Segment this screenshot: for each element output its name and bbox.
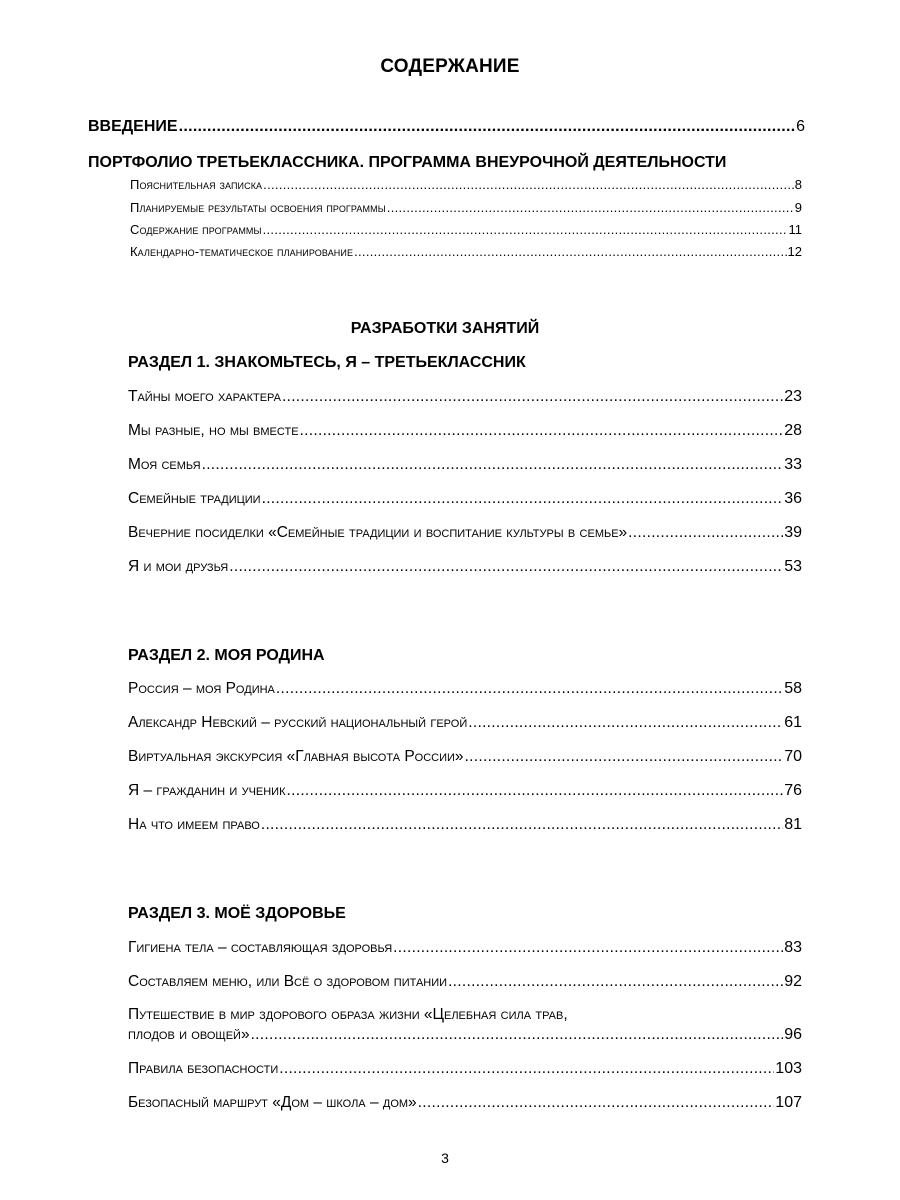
toc-entry-label: Планируемые результаты освоения программы xyxy=(130,200,386,215)
toc-entry-label: Александр Невский – русский национальный герой xyxy=(128,714,468,731)
toc-entry-page: 9 xyxy=(794,200,802,215)
toc-entry-label: Пояснительная записка xyxy=(130,177,263,192)
toc-entry-lesson[interactable] xyxy=(128,714,802,732)
toc-entry-label: ВВЕДЕНИЕ xyxy=(88,118,178,135)
leader-dots xyxy=(229,558,783,576)
toc-entry-sub[interactable] xyxy=(130,177,802,192)
toc-entry-lesson[interactable] xyxy=(128,782,802,800)
leader-dots xyxy=(251,1026,784,1044)
toc-entry-label: Гигиена тела – составляющая здоровья xyxy=(128,939,393,956)
section-heading: РАЗДЕЛ 2. МОЯ РОДИНА xyxy=(128,647,325,664)
leader-dots xyxy=(279,1060,774,1078)
toc-entry-label: На что имеем право xyxy=(128,816,260,833)
toc-entry-page: 12 xyxy=(787,244,802,259)
section-heading: РАЗДЕЛ 3. МОЁ ЗДОРОВЬЕ xyxy=(128,905,346,922)
leader-dots xyxy=(179,118,796,136)
leader-dots xyxy=(202,456,784,474)
toc-entry-lesson[interactable] xyxy=(128,973,802,991)
toc-entry-page: 36 xyxy=(784,490,802,507)
leader-dots xyxy=(418,1094,775,1112)
toc-entry-page: 103 xyxy=(775,1060,802,1077)
toc-entry-label: Календарно-тематическое планирование xyxy=(130,244,354,259)
toc-entry-page: 28 xyxy=(784,422,802,439)
toc-entry-page: 8 xyxy=(794,177,802,192)
toc-entry-page: 6 xyxy=(796,118,805,135)
page-title: СОДЕРЖАНИЕ xyxy=(380,56,520,77)
toc-entry-lesson[interactable] xyxy=(128,939,802,957)
leader-dots xyxy=(261,816,783,834)
leader-dots xyxy=(276,680,783,698)
toc-entry-page: 61 xyxy=(784,714,802,731)
toc-entry-page: 53 xyxy=(784,558,802,575)
toc-entry-lesson[interactable] xyxy=(128,1094,802,1112)
toc-entry-label: Составляем меню, или Всё о здоровом питании xyxy=(128,973,448,990)
toc-entry-page: 76 xyxy=(784,782,802,799)
toc-entry-label: Семейные традиции xyxy=(128,490,261,507)
toc-entry-lesson[interactable] xyxy=(128,748,802,766)
portfolio-heading: ПОРТФОЛИО ТРЕТЬЕКЛАССНИКА. ПРОГРАММА ВНЕУРОЧНОЙ ДЕЯТЕЛЬНОСТИ xyxy=(88,154,727,171)
toc-entry-page: 58 xyxy=(784,680,802,697)
toc-entry-page: 33 xyxy=(784,456,802,473)
toc-entry-label: Россия – моя Родина xyxy=(128,680,275,697)
page-number: 3 xyxy=(441,1150,449,1166)
leader-dots xyxy=(282,388,783,406)
toc-entry-lesson[interactable] xyxy=(128,816,802,834)
leader-dots xyxy=(465,748,784,766)
toc-entry-page: 96 xyxy=(784,1026,802,1043)
toc-entry-label: Виртуальная экскурсия «Главная высота России» xyxy=(128,748,464,765)
toc-entry-label: Я – гражданин и ученик xyxy=(128,782,286,799)
toc-entry-label-line1[interactable]: Путешествие в мир здорового образа жизни «Целебная сила трав, xyxy=(128,1006,568,1023)
section-heading: РАЗДЕЛ 1. ЗНАКОМЬТЕСЬ, Я – ТРЕТЬЕКЛАССНИК xyxy=(128,354,526,371)
leader-dots xyxy=(448,973,783,991)
toc-entry-sub[interactable] xyxy=(130,244,802,259)
toc-entry-label: Безопасный маршрут «Дом – школа – дом» xyxy=(128,1094,417,1111)
toc-entry-lesson[interactable] xyxy=(128,680,802,698)
toc-entry-lesson[interactable] xyxy=(128,456,802,474)
toc-entry-page: 11 xyxy=(788,222,802,237)
toc-entry-page: 83 xyxy=(784,939,802,956)
toc-entry-page: 23 xyxy=(784,388,802,405)
toc-entry-label: Я и мои друзья xyxy=(128,558,229,575)
toc-entry-label: плодов и овощей» xyxy=(128,1026,250,1043)
developments-heading: РАЗРАБОТКИ ЗАНЯТИЙ xyxy=(350,320,540,337)
toc-entry-sub[interactable] xyxy=(130,200,802,215)
toc-entry-lesson[interactable] xyxy=(128,490,802,508)
toc-entry-intro[interactable] xyxy=(88,118,805,136)
toc-entry-page: 81 xyxy=(784,816,802,833)
toc-entry-lesson[interactable] xyxy=(128,388,802,406)
leader-dots xyxy=(468,714,783,732)
toc-entry-lesson[interactable] xyxy=(128,1026,802,1044)
toc-entry-label: Правила безопасности xyxy=(128,1060,279,1077)
leader-dots xyxy=(287,782,784,800)
toc-entry-page: 92 xyxy=(784,973,802,990)
leader-dots xyxy=(263,222,788,237)
toc-entry-lesson[interactable] xyxy=(128,1060,802,1078)
leader-dots xyxy=(262,490,784,508)
leader-dots xyxy=(300,422,784,440)
toc-entry-page: 70 xyxy=(784,748,802,765)
toc-entry-label: Тайны моего характера xyxy=(128,388,281,405)
toc-entry-label: Содержание программы xyxy=(130,222,262,237)
toc-entry-lesson[interactable] xyxy=(128,422,802,440)
toc-entry-label: Моя семья xyxy=(128,456,201,473)
leader-dots xyxy=(387,200,794,215)
toc-entry-label: Мы разные, но мы вместе xyxy=(128,422,299,439)
toc-entry-label: Вечерние посиделки «Семейные традиции и воспитание культуры в семье» xyxy=(128,524,628,541)
toc-entry-lesson[interactable] xyxy=(128,524,802,542)
leader-dots xyxy=(354,244,786,259)
toc-entry-sub[interactable] xyxy=(130,222,802,237)
toc-entry-page: 107 xyxy=(775,1094,802,1111)
leader-dots xyxy=(263,177,794,192)
leader-dots xyxy=(393,939,783,957)
leader-dots xyxy=(628,524,783,542)
toc-entry-lesson[interactable] xyxy=(128,558,802,576)
toc-entry-page: 39 xyxy=(784,524,802,541)
